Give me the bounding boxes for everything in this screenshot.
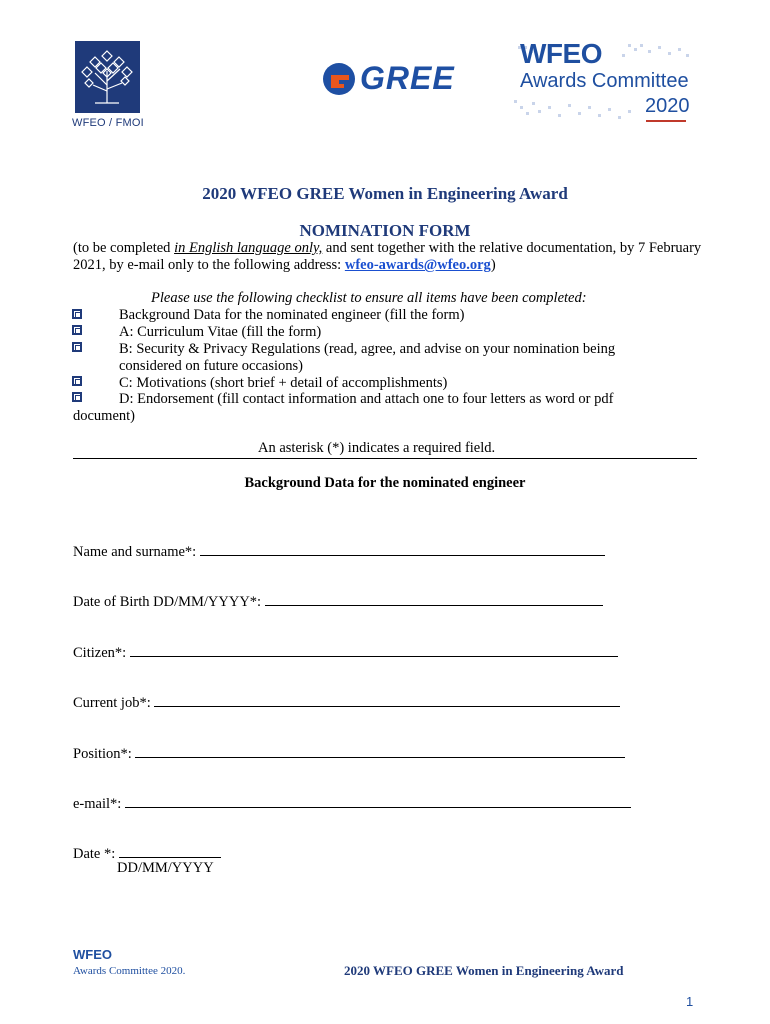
checkbox-security-privacy[interactable] — [72, 342, 82, 352]
field-label: Current job*: — [73, 695, 155, 711]
field-input-line[interactable] — [119, 845, 221, 858]
awards-logo-year: 2020 — [645, 95, 690, 117]
field-input-line[interactable] — [135, 745, 625, 758]
checklist-item: C: Motivations (short brief + detail of accomplishments) — [119, 375, 448, 391]
intro-emphasis: in English language only, — [174, 240, 323, 256]
gree-logo-icon — [322, 62, 358, 101]
field-label: e-mail*: — [73, 796, 125, 812]
field-input-line[interactable] — [125, 795, 631, 808]
field-current-job[interactable] — [73, 694, 620, 712]
date-format-hint: DD/MM/YYYY — [117, 860, 214, 876]
awards-logo-wfeo: WFEO — [520, 38, 602, 69]
checkbox-endorsement[interactable] — [72, 392, 82, 402]
field-email[interactable] — [73, 795, 631, 813]
intro-text-end: ) — [490, 257, 496, 273]
field-name-surname[interactable] — [73, 543, 605, 561]
wfeo-logo-caption: WFEO / FMOI — [72, 117, 144, 129]
field-date-of-birth[interactable] — [73, 593, 603, 611]
checklist-item: Background Data for the nominated engineer (fill the form) — [119, 307, 465, 323]
field-label: Position*: — [73, 746, 136, 762]
intro-text-2: and sent together with the relative documentation, by 7 February 2021, by e-mail only to the following address: — [73, 240, 702, 273]
checklist-title: Please use the following checklist to ensure all items have been completed: — [151, 290, 587, 306]
checklist-item: D: Endorsement (fill contact information and attach one to four letters as word or pdf — [119, 391, 614, 407]
required-field-note: An asterisk (*) indicates a required field. — [258, 440, 496, 456]
document-title: 2020 WFEO GREE Women in Engineering Award — [202, 184, 568, 203]
awards-logo-underline — [646, 120, 686, 122]
email-link[interactable]: wfeo-awards@wfeo.org — [344, 257, 491, 273]
field-citizen[interactable] — [73, 644, 618, 662]
field-label: Name and surname*: — [73, 544, 200, 560]
field-label: Citizen*: — [73, 645, 130, 661]
field-input-line[interactable] — [200, 543, 605, 556]
checkbox-motivations[interactable] — [72, 376, 82, 386]
awards-logo-committee: Awards Committee — [520, 70, 689, 92]
checklist-item-continued: document) — [73, 408, 136, 424]
form-subtitle: NOMINATION FORM — [299, 221, 471, 240]
gree-logo-text: GREE — [360, 60, 455, 96]
field-position[interactable] — [73, 745, 625, 763]
page-number: 1 — [686, 994, 694, 1009]
wfeo-logo — [75, 41, 140, 113]
footer-org: WFEO — [73, 947, 112, 962]
footer-committee: Awards Committee 2020. — [73, 965, 186, 977]
checklist-item: A: Curriculum Vitae (fill the form) — [119, 324, 322, 340]
checkbox-curriculum-vitae[interactable] — [72, 325, 82, 335]
field-label: Date of Birth DD/MM/YYYY*: — [73, 594, 265, 610]
divider-line — [73, 458, 697, 459]
field-input-line[interactable] — [130, 644, 618, 657]
checkbox-background-data[interactable] — [72, 309, 82, 319]
field-input-line[interactable] — [154, 694, 620, 707]
section-heading: Background Data for the nominated engineer — [244, 475, 526, 491]
checklist-item-continued: considered on future occasions) — [119, 358, 304, 374]
footer-title: 2020 WFEO GREE Women in Engineering Award — [344, 963, 624, 978]
field-label: Date *: — [73, 846, 119, 862]
intro-paragraph — [73, 240, 703, 274]
intro-text-1: (to be completed — [73, 240, 175, 256]
field-input-line[interactable] — [265, 593, 603, 606]
checklist-item: B: Security & Privacy Regulations (read, agree, and advise on your nomination being — [119, 341, 616, 357]
